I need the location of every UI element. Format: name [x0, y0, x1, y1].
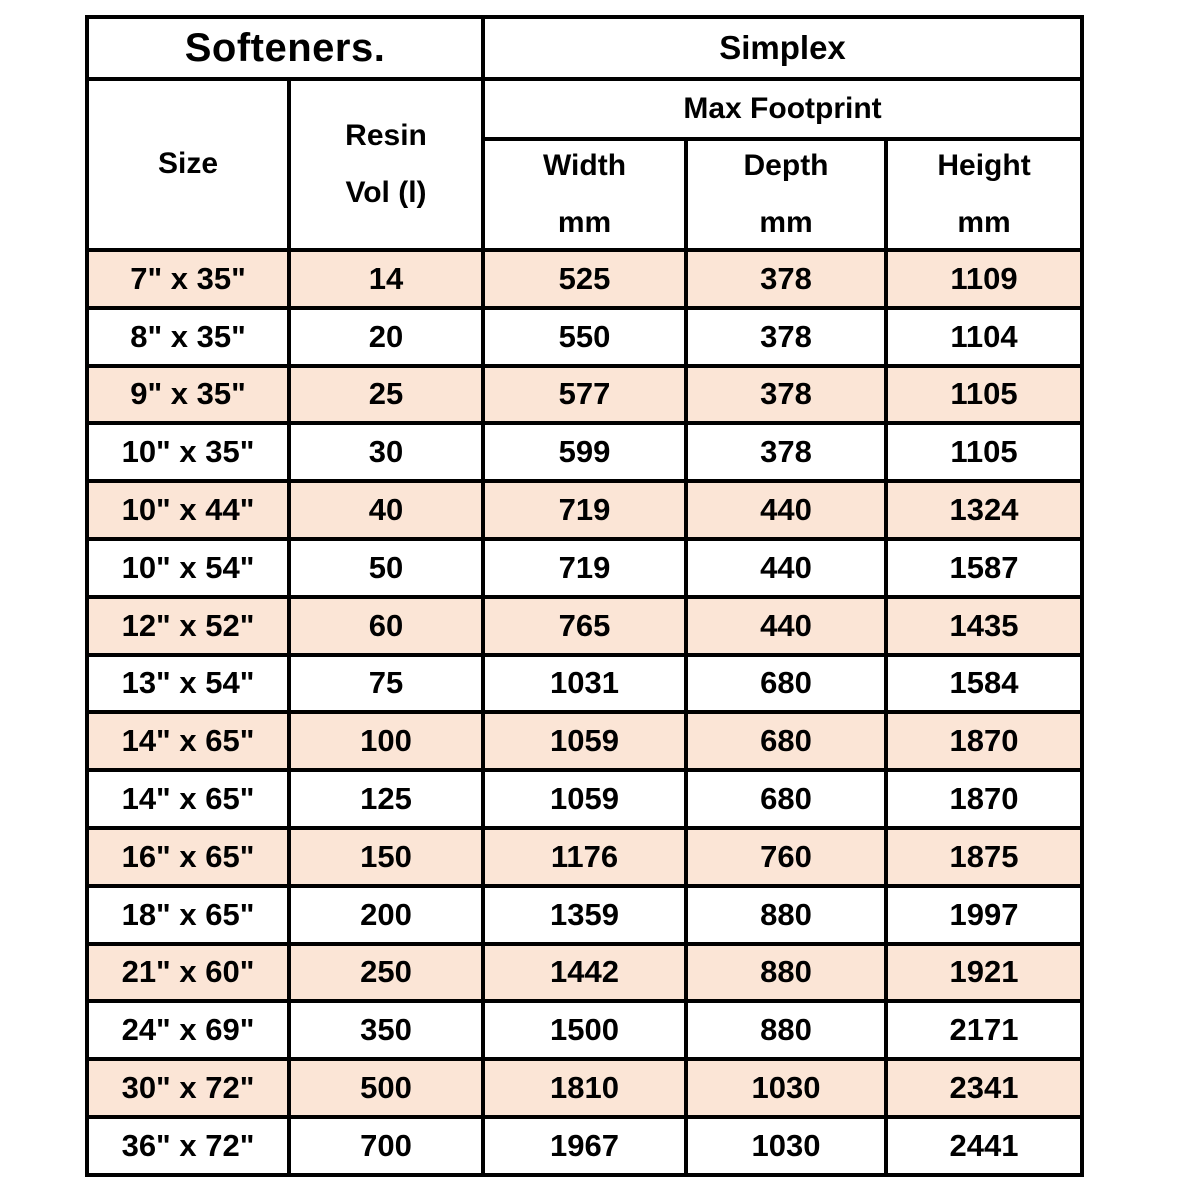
resin-cell: 100	[289, 712, 483, 770]
depth-cell: 680	[686, 655, 886, 713]
resin-cell: 60	[289, 597, 483, 655]
resin-cell: 250	[289, 944, 483, 1002]
depth-cell: 760	[686, 828, 886, 886]
resin-cell: 40	[289, 481, 483, 539]
depth-cell: 680	[686, 712, 886, 770]
max-footprint-header: Max Footprint	[483, 79, 1082, 139]
resin-cell: 350	[289, 1001, 483, 1059]
resin-cell: 125	[289, 770, 483, 828]
size-cell: 18" x 65"	[87, 886, 289, 944]
resin-cell: 50	[289, 539, 483, 597]
size-cell: 14" x 65"	[87, 770, 289, 828]
depth-cell: 1030	[686, 1117, 886, 1175]
depth-header-label: Depth	[743, 149, 829, 182]
height-cell: 1109	[886, 250, 1082, 308]
depth-cell: 440	[686, 597, 886, 655]
size-header-label: Size	[157, 147, 219, 181]
width-cell: 1442	[483, 944, 686, 1002]
size-cell: 14" x 65"	[87, 712, 289, 770]
depth-cell: 378	[686, 423, 886, 481]
size-cell: 7" x 35"	[87, 250, 289, 308]
width-column-header	[483, 139, 686, 250]
size-cell: 12" x 52"	[87, 597, 289, 655]
width-cell: 1031	[483, 655, 686, 713]
height-cell: 1584	[886, 655, 1082, 713]
resin-cell: 14	[289, 250, 483, 308]
height-cell: 1870	[886, 712, 1082, 770]
table-row	[87, 481, 1082, 539]
size-cell: 8" x 35"	[87, 308, 289, 366]
width-cell: 1059	[483, 770, 686, 828]
resin-header-label: Resin	[345, 119, 427, 152]
table-row	[87, 308, 1082, 366]
height-cell: 1921	[886, 944, 1082, 1002]
depth-cell: 1030	[686, 1059, 886, 1117]
width-cell: 1500	[483, 1001, 686, 1059]
depth-cell: 680	[686, 770, 886, 828]
size-cell: 9" x 35"	[87, 366, 289, 424]
width-header-label: Width	[543, 149, 627, 182]
width-cell: 550	[483, 308, 686, 366]
table-row	[87, 770, 1082, 828]
size-cell: 24" x 69"	[87, 1001, 289, 1059]
resin-cell: 200	[289, 886, 483, 944]
size-column-header	[87, 79, 289, 250]
table-row	[87, 712, 1082, 770]
width-cell: 1359	[483, 886, 686, 944]
resin-column-header	[289, 79, 483, 250]
resin-cell: 20	[289, 308, 483, 366]
width-cell: 719	[483, 539, 686, 597]
size-cell: 16" x 65"	[87, 828, 289, 886]
height-cell: 1870	[886, 770, 1082, 828]
size-cell: 30" x 72"	[87, 1059, 289, 1117]
depth-column-header	[686, 139, 886, 250]
table-row	[87, 886, 1082, 944]
table-row	[87, 366, 1082, 424]
resin-cell: 500	[289, 1059, 483, 1117]
height-cell: 1587	[886, 539, 1082, 597]
width-cell: 1810	[483, 1059, 686, 1117]
width-cell: 525	[483, 250, 686, 308]
header-row-main	[87, 79, 1082, 139]
depth-cell: 378	[686, 366, 886, 424]
height-cell: 2171	[886, 1001, 1082, 1059]
size-cell: 36" x 72"	[87, 1117, 289, 1175]
height-header-unit: mm	[957, 205, 1011, 239]
resin-cell: 150	[289, 828, 483, 886]
height-cell: 1324	[886, 481, 1082, 539]
table-row	[87, 655, 1082, 713]
table-row	[87, 1117, 1082, 1175]
table-row	[87, 828, 1082, 886]
table-row	[87, 250, 1082, 308]
height-header-label: Height	[937, 149, 1031, 182]
width-cell: 765	[483, 597, 686, 655]
top-row	[87, 17, 1082, 79]
width-cell: 577	[483, 366, 686, 424]
width-cell: 1059	[483, 712, 686, 770]
size-cell: 10" x 54"	[87, 539, 289, 597]
height-cell: 2341	[886, 1059, 1082, 1117]
size-cell: 21" x 60"	[87, 944, 289, 1002]
height-cell: 1997	[886, 886, 1082, 944]
width-header-unit: mm	[557, 205, 612, 239]
resin-cell: 700	[289, 1117, 483, 1175]
width-cell: 599	[483, 423, 686, 481]
table-row	[87, 423, 1082, 481]
softeners-table	[85, 15, 1084, 1177]
resin-cell: 25	[289, 366, 483, 424]
size-cell: 10" x 35"	[87, 423, 289, 481]
depth-cell: 440	[686, 539, 886, 597]
table-row	[87, 944, 1082, 1002]
simplex-header: Simplex	[483, 17, 1082, 79]
height-cell: 1105	[886, 423, 1082, 481]
size-cell: 10" x 44"	[87, 481, 289, 539]
height-cell: 2441	[886, 1117, 1082, 1175]
page-title: Softeners.	[87, 17, 483, 79]
width-cell: 719	[483, 481, 686, 539]
table-row	[87, 597, 1082, 655]
width-cell: 1967	[483, 1117, 686, 1175]
depth-cell: 880	[686, 886, 886, 944]
depth-cell: 378	[686, 308, 886, 366]
depth-cell: 378	[686, 250, 886, 308]
height-cell: 1875	[886, 828, 1082, 886]
resin-cell: 30	[289, 423, 483, 481]
resin-header-unit: Vol (l)	[345, 175, 427, 209]
depth-cell: 880	[686, 944, 886, 1002]
height-column-header	[886, 139, 1082, 250]
table-row	[87, 1001, 1082, 1059]
depth-header-unit: mm	[759, 205, 813, 239]
size-cell: 13" x 54"	[87, 655, 289, 713]
table-row	[87, 1059, 1082, 1117]
table-row	[87, 539, 1082, 597]
height-cell: 1105	[886, 366, 1082, 424]
width-cell: 1176	[483, 828, 686, 886]
resin-cell: 75	[289, 655, 483, 713]
depth-cell: 880	[686, 1001, 886, 1059]
height-cell: 1435	[886, 597, 1082, 655]
height-cell: 1104	[886, 308, 1082, 366]
depth-cell: 440	[686, 481, 886, 539]
